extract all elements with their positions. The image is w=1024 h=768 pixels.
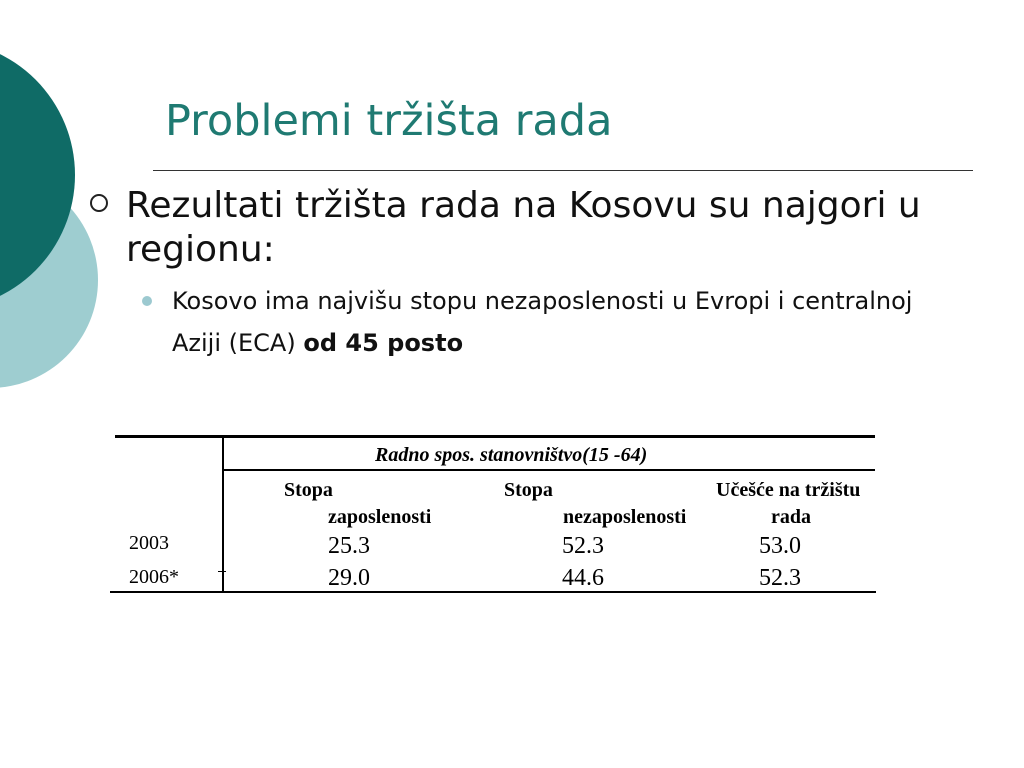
- bullet2-plain: Kosovo ima najvišu stopu nezaposlenosti u Evropi i centralnoj Aziji (ECA): [172, 287, 913, 357]
- cell-2003-participation: 53.0: [759, 533, 801, 559]
- col-header-employment-l1: Stopa: [284, 479, 333, 501]
- table-vertical-rule: [222, 437, 224, 592]
- cell-2006-participation: 52.3: [759, 565, 801, 591]
- col-header-participation-l2: rada: [771, 506, 811, 528]
- cell-2003-unemployment: 52.3: [562, 533, 604, 559]
- table-group-header: Radno spos. stanovništvo(15 -64): [375, 444, 648, 466]
- table-top-rule: [115, 435, 875, 438]
- cell-2006-employment: 29.0: [328, 565, 370, 591]
- bullet1-text: Rezultati tržišta rada na Kosovu su najgori u regionu:: [126, 185, 921, 270]
- col-header-unemployment-l2: nezaposlenosti: [563, 506, 687, 528]
- cell-2006-unemployment: 44.6: [562, 565, 604, 591]
- col-header-unemployment-l1: Stopa: [504, 479, 553, 501]
- col-header-employment-l2: zaposlenosti: [328, 506, 432, 528]
- table-row-tick: [218, 571, 226, 572]
- row-year-2003: 2003: [129, 532, 169, 554]
- row-year-2006: 2006*: [129, 566, 179, 588]
- table-group-rule: [222, 469, 875, 471]
- col-header-participation-l1: Učešće na tržištu: [716, 479, 861, 501]
- bullet2-bold: od 45 posto: [303, 329, 464, 357]
- cell-2003-employment: 25.3: [328, 533, 370, 559]
- slide-title: Problemi tržišta rada: [165, 96, 613, 146]
